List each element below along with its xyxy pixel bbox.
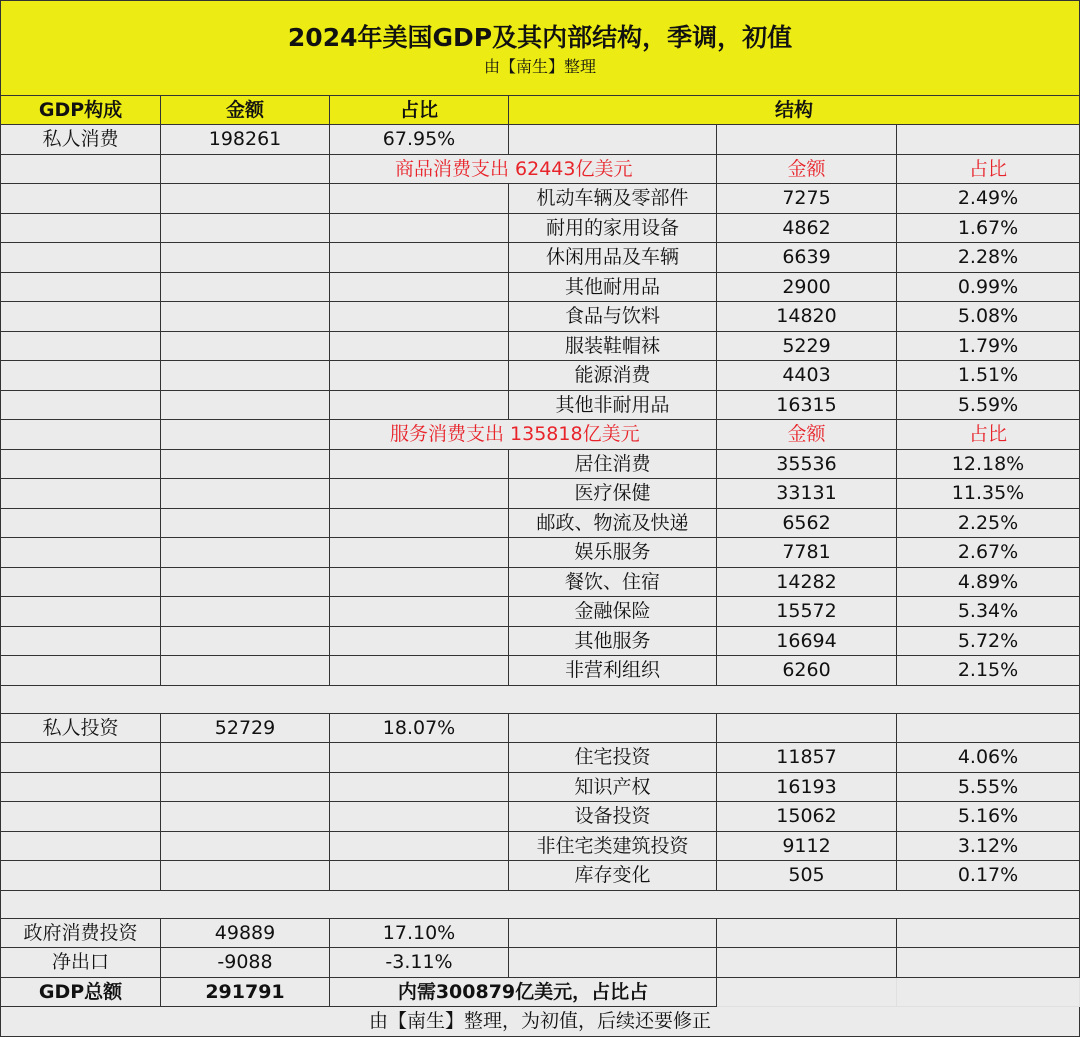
detail-name: 设备投资 [509,802,717,832]
table-row [1,125,1080,155]
component-name: 私人投资 [1,713,161,743]
detail-name: 餐饮、住宿 [509,567,717,597]
detail-amount: 14820 [717,302,897,332]
component-share: 18.07% [330,713,509,743]
table-row [1,713,1080,743]
gdp-total-amount: 291791 [161,977,330,1007]
services-amount-header: 金额 [717,420,897,450]
column-header: 结构 [509,96,1080,125]
detail-name: 医疗保健 [509,479,717,509]
column-header: GDP构成 [1,96,161,125]
detail-amount: 6639 [717,243,897,273]
detail-name: 库存变化 [509,861,717,891]
gdp-total-label: GDP总额 [1,977,161,1007]
component-amount: -9088 [161,948,330,978]
column-header: 占比 [330,96,509,125]
detail-share: 0.99% [897,272,1080,302]
detail-name: 休闲用品及车辆 [509,243,717,273]
detail-row [1,831,1080,861]
gdp-total-row [1,977,1080,1007]
detail-name: 居住消费 [509,449,717,479]
component-name: 私人消费 [1,125,161,155]
component-amount: 198261 [161,125,330,155]
detail-amount: 16315 [717,390,897,420]
page-title: 2024年美国GDP及其内部结构，季调，初值 [287,23,793,52]
detail-share: 5.34% [897,597,1080,627]
detail-amount: 16193 [717,772,897,802]
detail-name: 其他耐用品 [509,272,717,302]
header-row [1,96,1080,125]
detail-name: 食品与饮料 [509,302,717,332]
detail-row [1,331,1080,361]
detail-name: 其他服务 [509,626,717,656]
component-name: 净出口 [1,948,161,978]
component-share: 17.10% [330,918,509,948]
detail-row [1,802,1080,832]
detail-row [1,772,1080,802]
detail-row [1,743,1080,773]
detail-share: 1.51% [897,361,1080,391]
column-header: 金额 [161,96,330,125]
detail-name: 非营利组织 [509,656,717,686]
component-name: 政府消费投资 [1,918,161,948]
detail-name: 非住宅类建筑投资 [509,831,717,861]
detail-row [1,479,1080,509]
table-row [1,918,1080,948]
detail-share: 5.59% [897,390,1080,420]
domestic-demand-note: 内需300879亿美元，占比占 [330,977,717,1007]
detail-amount: 33131 [717,479,897,509]
detail-amount: 9112 [717,831,897,861]
detail-name: 知识产权 [509,772,717,802]
detail-row [1,656,1080,686]
detail-name: 娱乐服务 [509,538,717,568]
detail-amount: 16694 [717,626,897,656]
detail-row [1,272,1080,302]
footer-note: 由【南生】整理，为初值，后续还要修正 [1,1007,1080,1037]
detail-share: 5.72% [897,626,1080,656]
blank-row [1,890,1080,918]
title-box [0,0,1080,96]
detail-share: 2.25% [897,508,1080,538]
component-amount: 49889 [161,918,330,948]
goods-amount-header: 金额 [717,154,897,184]
goods-share-header: 占比 [897,154,1080,184]
detail-name: 住宅投资 [509,743,717,773]
detail-row [1,861,1080,891]
detail-row [1,184,1080,214]
detail-name: 其他非耐用品 [509,390,717,420]
detail-share: 5.55% [897,772,1080,802]
detail-name: 服装鞋帽袜 [509,331,717,361]
detail-row [1,597,1080,627]
detail-amount: 15062 [717,802,897,832]
detail-amount: 11857 [717,743,897,773]
detail-row [1,449,1080,479]
detail-share: 3.12% [897,831,1080,861]
detail-share: 5.16% [897,802,1080,832]
detail-amount: 35536 [717,449,897,479]
detail-share: 4.06% [897,743,1080,773]
detail-row [1,243,1080,273]
goods-section-label: 商品消费支出 62443亿美元 [330,154,717,184]
detail-share: 1.79% [897,331,1080,361]
table-row [1,420,1080,450]
detail-row [1,390,1080,420]
detail-row [1,538,1080,568]
detail-amount: 15572 [717,597,897,627]
detail-row [1,567,1080,597]
component-share: 67.95% [330,125,509,155]
detail-share: 0.17% [897,861,1080,891]
detail-row [1,213,1080,243]
detail-share: 5.08% [897,302,1080,332]
detail-amount: 4403 [717,361,897,391]
page-subtitle: 由【南生】整理 [483,57,596,76]
detail-amount: 14282 [717,567,897,597]
detail-share: 12.18% [897,449,1080,479]
table-row [1,948,1080,978]
detail-share: 2.28% [897,243,1080,273]
detail-share: 11.35% [897,479,1080,509]
footer-row [1,1007,1080,1037]
detail-name: 金融保险 [509,597,717,627]
detail-amount: 5229 [717,331,897,361]
blank-row [1,685,1080,713]
detail-share: 1.67% [897,213,1080,243]
gdp-table [0,95,1080,1037]
component-amount: 52729 [161,713,330,743]
detail-share: 2.15% [897,656,1080,686]
detail-amount: 505 [717,861,897,891]
detail-row [1,302,1080,332]
detail-amount: 7275 [717,184,897,214]
detail-row [1,626,1080,656]
detail-name: 机动车辆及零部件 [509,184,717,214]
services-section-label: 服务消费支出 135818亿美元 [330,420,717,450]
detail-amount: 7781 [717,538,897,568]
detail-share: 2.49% [897,184,1080,214]
detail-share: 2.67% [897,538,1080,568]
detail-amount: 6562 [717,508,897,538]
detail-share: 4.89% [897,567,1080,597]
services-share-header: 占比 [897,420,1080,450]
detail-name: 耐用的家用设备 [509,213,717,243]
detail-amount: 4862 [717,213,897,243]
detail-row [1,361,1080,391]
detail-name: 邮政、物流及快递 [509,508,717,538]
detail-name: 能源消费 [509,361,717,391]
component-share: -3.11% [330,948,509,978]
detail-row [1,508,1080,538]
table-row [1,154,1080,184]
detail-amount: 6260 [717,656,897,686]
detail-amount: 2900 [717,272,897,302]
